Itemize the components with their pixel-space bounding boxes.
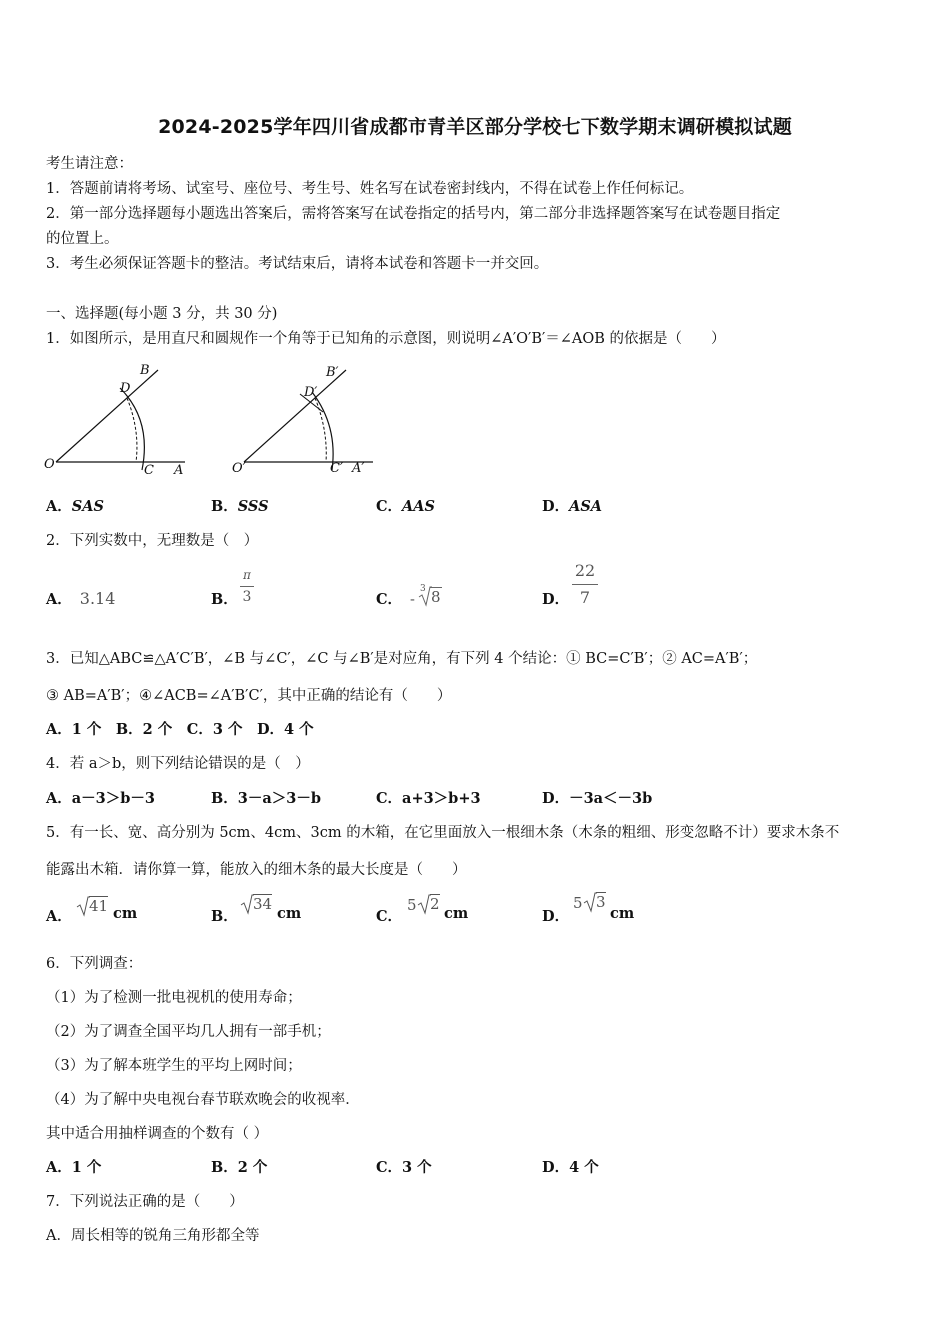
angle-figure-1 bbox=[40, 360, 200, 480]
section-heading: 一、选择题(每小题 3 分，共 30 分) bbox=[46, 306, 278, 322]
q6-option-c[interactable]: C．3 个 bbox=[376, 1159, 432, 1176]
root-radicand: 3 bbox=[596, 893, 606, 911]
question-6-question: 其中适合用抽样调查的个数有（ ） bbox=[46, 1126, 269, 1142]
label-d-prime: D′ bbox=[304, 385, 318, 400]
q6-option-b[interactable]: B．2 个 bbox=[211, 1159, 268, 1176]
notice-item: 3．考生必须保证答题卡的整洁。考试结束后，请将本试卷和答题卡一并交回。 bbox=[46, 256, 549, 272]
question-3-stem-line2: ③ AB=A′B′；④∠ACB=∠A′B′C′，其中正确的结论有（ ） bbox=[46, 688, 452, 704]
q4-option-c[interactable]: C．a+3＞b+3 bbox=[376, 790, 481, 807]
fraction-bar bbox=[572, 584, 598, 585]
question-2-stem: 2．下列实数中，无理数是（ ） bbox=[46, 533, 259, 549]
unit-label: cm bbox=[113, 905, 138, 922]
q2-option-b[interactable]: B． bbox=[211, 591, 238, 608]
survey-item: （2）为了调查全国平均几人拥有一部手机； bbox=[46, 1024, 331, 1040]
notice-heading: 考生请注意： bbox=[46, 156, 133, 172]
angle-figure-2 bbox=[228, 360, 388, 480]
q6-option-d[interactable]: D．4 个 bbox=[542, 1159, 599, 1176]
q5-option-d[interactable]: D． bbox=[542, 908, 570, 925]
q4-option-a[interactable]: A．a－3＞b－3 bbox=[46, 790, 155, 807]
q1-option-c[interactable]: C．AAS bbox=[376, 498, 436, 515]
question-6-stem: 6．下列调查： bbox=[46, 956, 143, 972]
root-radicand: 2 bbox=[430, 895, 440, 913]
fraction-numerator: π bbox=[243, 568, 251, 582]
label-b-prime: B′ bbox=[326, 365, 339, 380]
q6-option-a[interactable]: A．1 个 bbox=[46, 1159, 102, 1176]
fraction-denominator: 3 bbox=[242, 589, 252, 605]
root-radicand: 8 bbox=[431, 588, 441, 606]
label-c-prime: C′ bbox=[330, 461, 343, 476]
q1-option-a[interactable]: A．SAS bbox=[46, 498, 104, 515]
q2-option-c[interactable]: C． - bbox=[376, 591, 415, 608]
survey-item: （1）为了检测一批电视机的使用寿命； bbox=[46, 990, 302, 1006]
root-index: 3 bbox=[420, 584, 426, 594]
label-a-prime: A′ bbox=[352, 461, 365, 476]
q5-option-b[interactable]: B． bbox=[211, 908, 238, 925]
fraction-numerator: 22 bbox=[574, 561, 596, 580]
notice-item: 1．答题前请将考场、试室号、座位号、考生号、姓名写在试卷密封线内，不得在试卷上作任何标记。 bbox=[46, 181, 694, 197]
root-radicand: 34 bbox=[253, 895, 273, 913]
root-coefficient: 5 bbox=[573, 894, 583, 912]
q5-option-a[interactable]: A． bbox=[46, 908, 72, 925]
label-c: C bbox=[144, 463, 154, 478]
q2-option-a[interactable]: A． 3.14 bbox=[46, 589, 116, 608]
root-coefficient: 5 bbox=[407, 896, 417, 914]
label-o-prime: O′ bbox=[232, 461, 246, 476]
page-title: 2024-2025学年四川省成都市青羊区部分学校七下数学期末调研模拟试题 bbox=[158, 116, 792, 138]
label-d: D bbox=[120, 381, 131, 396]
unit-label: cm bbox=[610, 905, 635, 922]
q1-option-b[interactable]: B．SSS bbox=[211, 498, 269, 515]
unit-label: cm bbox=[444, 905, 469, 922]
question-4-stem: 4．若 a＞b，则下列结论错误的是（ ） bbox=[46, 756, 310, 772]
question-7-stem: 7．下列说法正确的是（ ） bbox=[46, 1194, 244, 1210]
label-a: A bbox=[174, 463, 184, 478]
radical-sign bbox=[240, 893, 254, 915]
question-3-stem-line1: 3．已知△ABC≌△A′C′B′，∠B 与∠C′，∠C 与∠B′是对应角，有下列 4 个结论：① BC=C′B′；② AC=A′B′； bbox=[46, 651, 758, 667]
q3-options[interactable]: A．1 个 B．2 个 C．3 个 D．4 个 bbox=[46, 721, 314, 738]
q7-option-a[interactable]: A．周长相等的锐角三角形都全等 bbox=[46, 1228, 260, 1244]
notice-item: 2．第一部分选择题每小题选出答案后，需将答案写在试卷指定的括号内，第二部分非选择题答案写在试卷题目指定 bbox=[46, 206, 781, 222]
question-5-stem-line1: 5．有一长、宽、高分别为 5cm、4cm、3cm 的木箱，在它里面放入一根细木条（木条的粗细、形变忽略不计）要求木条不 bbox=[46, 825, 840, 841]
q5-option-c[interactable]: C． bbox=[376, 908, 403, 925]
root-radicand: 41 bbox=[89, 897, 109, 915]
radical-sign bbox=[583, 891, 597, 913]
label-b: B bbox=[140, 363, 150, 378]
fraction-denominator: 7 bbox=[579, 588, 591, 607]
unit-label: cm bbox=[277, 905, 302, 922]
radical-sign bbox=[417, 893, 431, 915]
radical-sign bbox=[76, 895, 90, 917]
q1-option-d[interactable]: D．ASA bbox=[542, 498, 603, 515]
notice-item: 的位置上。 bbox=[46, 231, 119, 247]
q2-option-d[interactable]: D． bbox=[542, 591, 570, 608]
question-5-stem-line2: 能露出木箱．请你算一算，能放入的细木条的最大长度是（ ） bbox=[46, 862, 467, 878]
q4-option-b[interactable]: B．3－a＞3－b bbox=[211, 790, 321, 807]
survey-item: （3）为了解本班学生的平均上网时间； bbox=[46, 1058, 302, 1074]
question-1-stem: 1．如图所示，是用直尺和圆规作一个角等于已知角的示意图，则说明∠A′O′B′＝∠AOB 的依据是（ ） bbox=[46, 331, 726, 347]
q4-option-d[interactable]: D．－3a＜－3b bbox=[542, 790, 653, 807]
survey-item: （4）为了解中央电视台春节联欢晚会的收视率． bbox=[46, 1092, 360, 1108]
fraction-bar bbox=[240, 586, 254, 587]
label-o: O bbox=[44, 457, 55, 472]
